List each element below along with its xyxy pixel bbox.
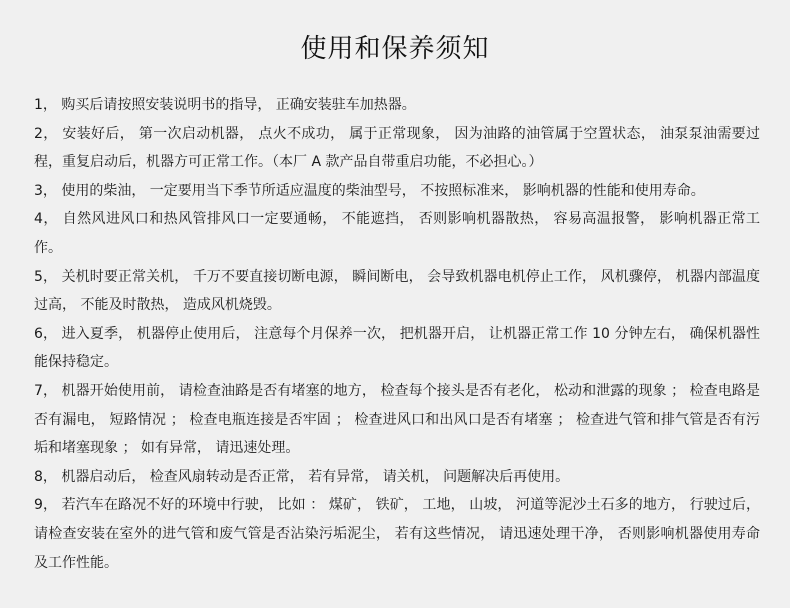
note-item: 9， 若汽车在路况不好的环境中行驶， 比如 ： 煤矿， 铁矿， 工地， 山坡， 河道等泥沙土石多的地方， 行驶过后， 请检查安装在室外的进气管和废气管是否沾染污垢泥尘， 若有这些情况， 请迅速处理干净， 否则影响机器使用寿命及工作性能。 (34, 497, 760, 571)
note-item: 2， 安装好后， 第一次启动机器， 点火不成功， 属于正常现象， 因为油路的油管属于空置状态， 油泵泵油需要过程，重复启动后，机器方可正常工作。（本厂 A 款产品自带重启功能，不必担心。） (34, 125, 760, 171)
note-item: 8， 机器启动后， 检查风扇转动是否正常， 若有异常， 请关机， 问题解决后再使用。 (34, 468, 570, 485)
note-item: 3， 使用的柴油， 一定要用当下季节所适应温度的柴油型号， 不按照标准来， 影响机器的性能和使用寿命。 (34, 182, 705, 199)
note-item: 6， 进入夏季， 机器停止使用后， 注意每个月保养一次， 把机器开启， 让机器正常工作 10 分钟左右， 确保机器性能保持稳定。 (34, 325, 760, 371)
page-title: 使用和保养须知 (300, 34, 490, 64)
note-item: 5， 关机时要正常关机， 千万不要直接切断电源， 瞬间断电， 会导致机器电机停止工作， 风机骤停， 机器内部温度过高， 不能及时散热， 造成风机烧毁。 (34, 268, 760, 314)
notes-list (34, 91, 760, 577)
note-item: 7， 机器开始使用前， 请检查油路是否有堵塞的地方， 检查每个接头是否有老化， 松动和泄露的现象 ； 检查电路是否有漏电， 短路情况 ； 检查电瓶连接是否牢固 ； 检查进风口和出风口是否有堵塞 ； 检查进气管和排气管是否有污垢和堵塞现象 ； 如有异常， 请迅速处理。 (34, 382, 760, 457)
note-item: 1， 购买后请按照安装说明书的指导， 正确安装驻车加热器。 (34, 97, 416, 113)
note-item: 4， 自然风进风口和热风管排风口一定要通畅， 不能遮挡， 否则影响机器散热， 容易高温报警， 影响机器正常工作。 (34, 211, 760, 256)
